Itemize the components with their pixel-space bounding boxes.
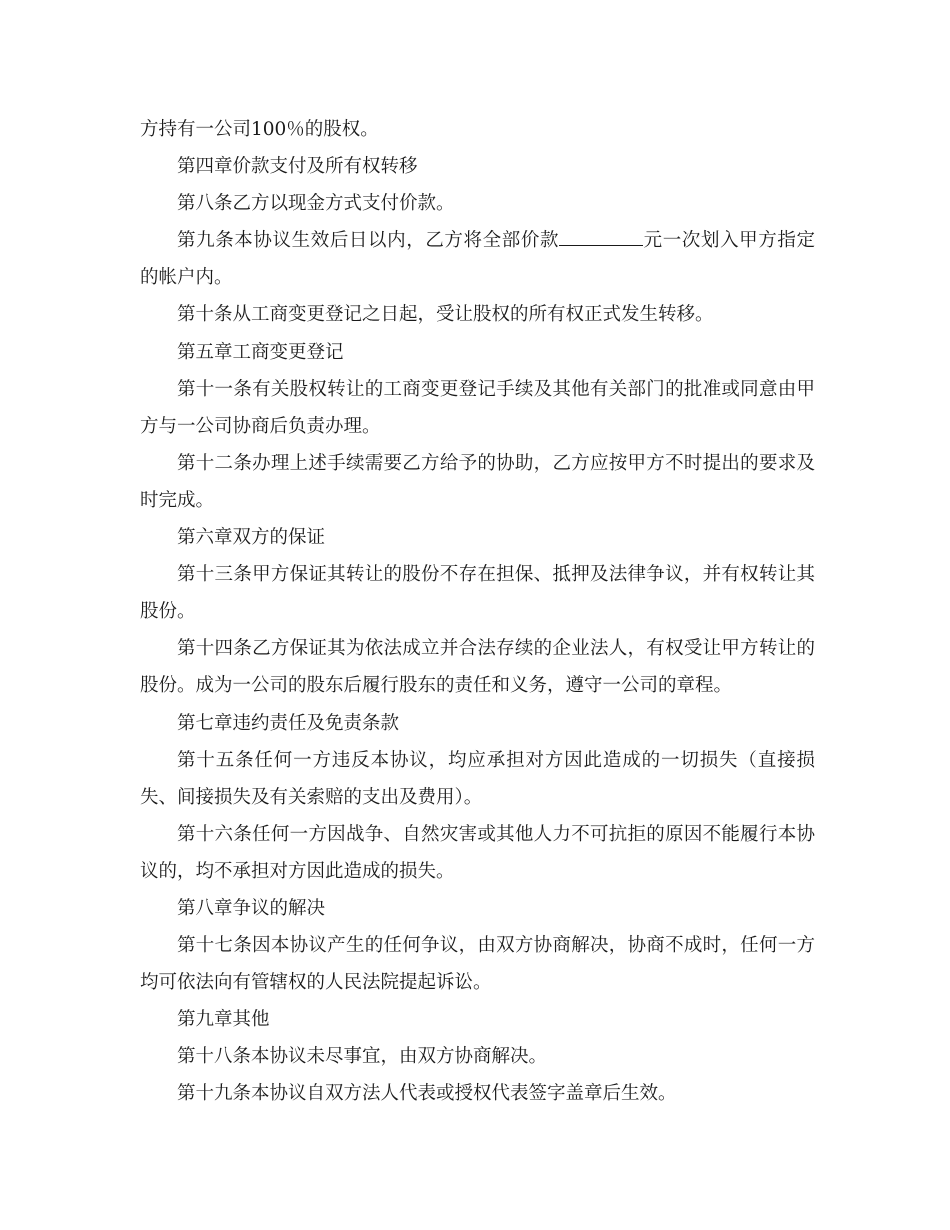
payment-amount-blank <box>559 227 643 246</box>
article-9 <box>140 222 815 296</box>
article-11: 第十一条有关股权转让的工商变更登记手续及其他有关部门的批准或同意由甲方与一公司协商后负责办理。 <box>140 378 815 437</box>
document-body <box>140 111 815 1113</box>
article-13: 第十三条甲方保证其转让的股份不存在担保、抵押及法律争议，并有权转让其股份。 <box>140 564 815 623</box>
article-12: 第十二条办理上述手续需要乙方给予的协助，乙方应按甲方不时提出的要求及时完成。 <box>140 452 815 511</box>
article-10: 第十条从工商变更登记之日起，受让股权的所有权正式发生转移。 <box>177 304 714 326</box>
article-15: 第十五条任何一方违反本协议，均应承担对方因此造成的一切损失（直接损失、间接损失及有关索赔的支出及费用）。 <box>140 749 815 808</box>
chapter-heading-4: 第四章价款支付及所有权转移 <box>177 156 418 178</box>
chapter-heading-5: 第五章工商变更登记 <box>177 341 344 363</box>
article-19: 第十九条本协议自双方法人代表或授权代表签字盖章后生效。 <box>177 1083 677 1105</box>
article-18: 第十八条本协议未尽事宜，由双方协商解决。 <box>177 1046 548 1068</box>
paragraph-continuation: 方持有一公司100％的股权。 <box>140 119 379 140</box>
article-9-part-1: 第九条本协议生效后日以内，乙方将全部价款 <box>177 230 560 252</box>
chapter-heading-7: 第七章违约责任及免责条款 <box>177 712 400 734</box>
chapter-heading-8: 第八章争议的解决 <box>177 897 326 919</box>
article-14: 第十四条乙方保证其为依法成立并合法存续的企业法人，有权受让甲方转让的股份。成为一公司的股东后履行股东的责任和义务，遵守一公司的章程。 <box>140 638 815 697</box>
chapter-heading-6: 第六章双方的保证 <box>177 527 326 549</box>
article-9-part-2: 元一次划入甲方指定的帐户内。 <box>140 230 815 289</box>
article-17: 第十七条因本协议产生的任何争议，由双方协商解决，协商不成时，任何一方均可依法向有管辖权的人民法院提起诉讼。 <box>140 935 815 994</box>
chapter-heading-9: 第九章其他 <box>177 1009 270 1031</box>
article-8: 第八条乙方以现金方式支付价款。 <box>177 193 455 215</box>
article-16: 第十六条任何一方因战争、自然灾害或其他人力不可抗拒的原因不能履行本协议的，均不承担对方因此造成的损失。 <box>140 823 815 882</box>
